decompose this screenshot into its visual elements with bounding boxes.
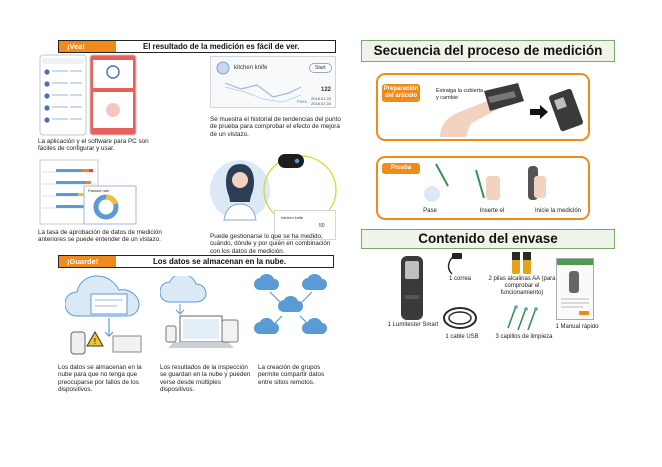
test-step-3: Inicie la medición xyxy=(534,208,582,214)
history-start-button[interactable]: Start xyxy=(309,63,332,73)
test-step-2: Inserte el xyxy=(479,208,505,214)
cloud-backup-illustration xyxy=(65,272,157,356)
approval-chart-image xyxy=(38,158,138,226)
test-step-box xyxy=(376,156,590,220)
save-title: Los datos se almacenan en la nube. xyxy=(153,257,287,266)
history-date-1: 2018.01.23 xyxy=(311,96,332,101)
caption-who: Puede gestionarse lo que se ha medido, cuándo, dónde y por quién en combinación con los datos de medición. xyxy=(210,233,331,255)
item-device: 1 Lumitester Smart xyxy=(387,322,439,328)
sequence-header: Secuencia del proceso de medición xyxy=(361,40,615,62)
item-strap: 1 correa xyxy=(448,276,471,282)
lumitester-device-image xyxy=(398,255,426,321)
see-tag: ¡Vea! xyxy=(59,41,116,52)
item-swabs: 3 capillos de limpieza xyxy=(495,334,553,340)
caption-cloud-1: Los datos se almacenan en la nube para que no tenga que preocuparse por fallos de los dispositivos. xyxy=(58,364,142,394)
see-title: El resultado de la medición es fácil de ver. xyxy=(143,42,300,51)
caption-app: La aplicación y el software para PC son fáciles de configurar y usar. xyxy=(38,138,149,153)
quick-manual-image xyxy=(556,258,594,320)
item-cable: 1 cable USB xyxy=(445,334,479,340)
approval-card-title: Passed rate xyxy=(88,188,110,193)
caption-cloud-2: Los resultados de la inspección se guardan en la nube y pueden verse desde múltiples dispositivos. xyxy=(160,364,251,394)
item-batteries: 2 pilas alcalinas AA (para comprobar el funcionamiento) xyxy=(488,276,556,296)
multi-device-illustration xyxy=(160,276,242,356)
test-tag: Prueba xyxy=(382,163,420,174)
contents-header: Contenido del envase xyxy=(361,229,615,249)
svg-text:!: ! xyxy=(93,337,97,346)
strap-icon xyxy=(442,252,472,276)
group-sharing-illustration xyxy=(250,268,330,356)
batteries-icon xyxy=(508,250,536,276)
item-manual: 1 Manual rápido xyxy=(555,324,599,330)
save-tag: ¡Guarde! xyxy=(59,256,116,267)
history-card-label: kitchen knife xyxy=(234,65,268,71)
prep-step-box xyxy=(376,73,590,141)
caption-cloud-3: La creación de grupos permite compartir datos entre sitios remotos. xyxy=(258,364,325,386)
usb-cable-icon xyxy=(440,304,480,332)
section-header-save xyxy=(58,255,334,268)
prep-tag: Preparación del artículo xyxy=(382,84,420,102)
caption-approval: La tasa de aprobación de datos de medición anteriores se puede entender de un vistazo. xyxy=(38,229,162,244)
who-card-value: 50 xyxy=(319,223,325,229)
section-header-see xyxy=(58,40,336,53)
test-step-1: Pase xyxy=(423,208,437,214)
history-status: Pass xyxy=(297,99,308,104)
history-card xyxy=(210,56,336,108)
who-card-label: kitchen knife xyxy=(281,215,304,220)
history-value: 122 xyxy=(321,87,332,93)
swabs-icon xyxy=(502,304,542,332)
caption-history: Se muestra el historial de tendencias del punto de prueba para comprobar el efecto de mejora de un vistazo. xyxy=(210,116,341,138)
phone-app-screenshots xyxy=(38,54,138,136)
history-date-2: 2018.02.03 xyxy=(311,101,332,106)
prep-caption: Extraiga la cubierta y cambie xyxy=(436,88,484,101)
